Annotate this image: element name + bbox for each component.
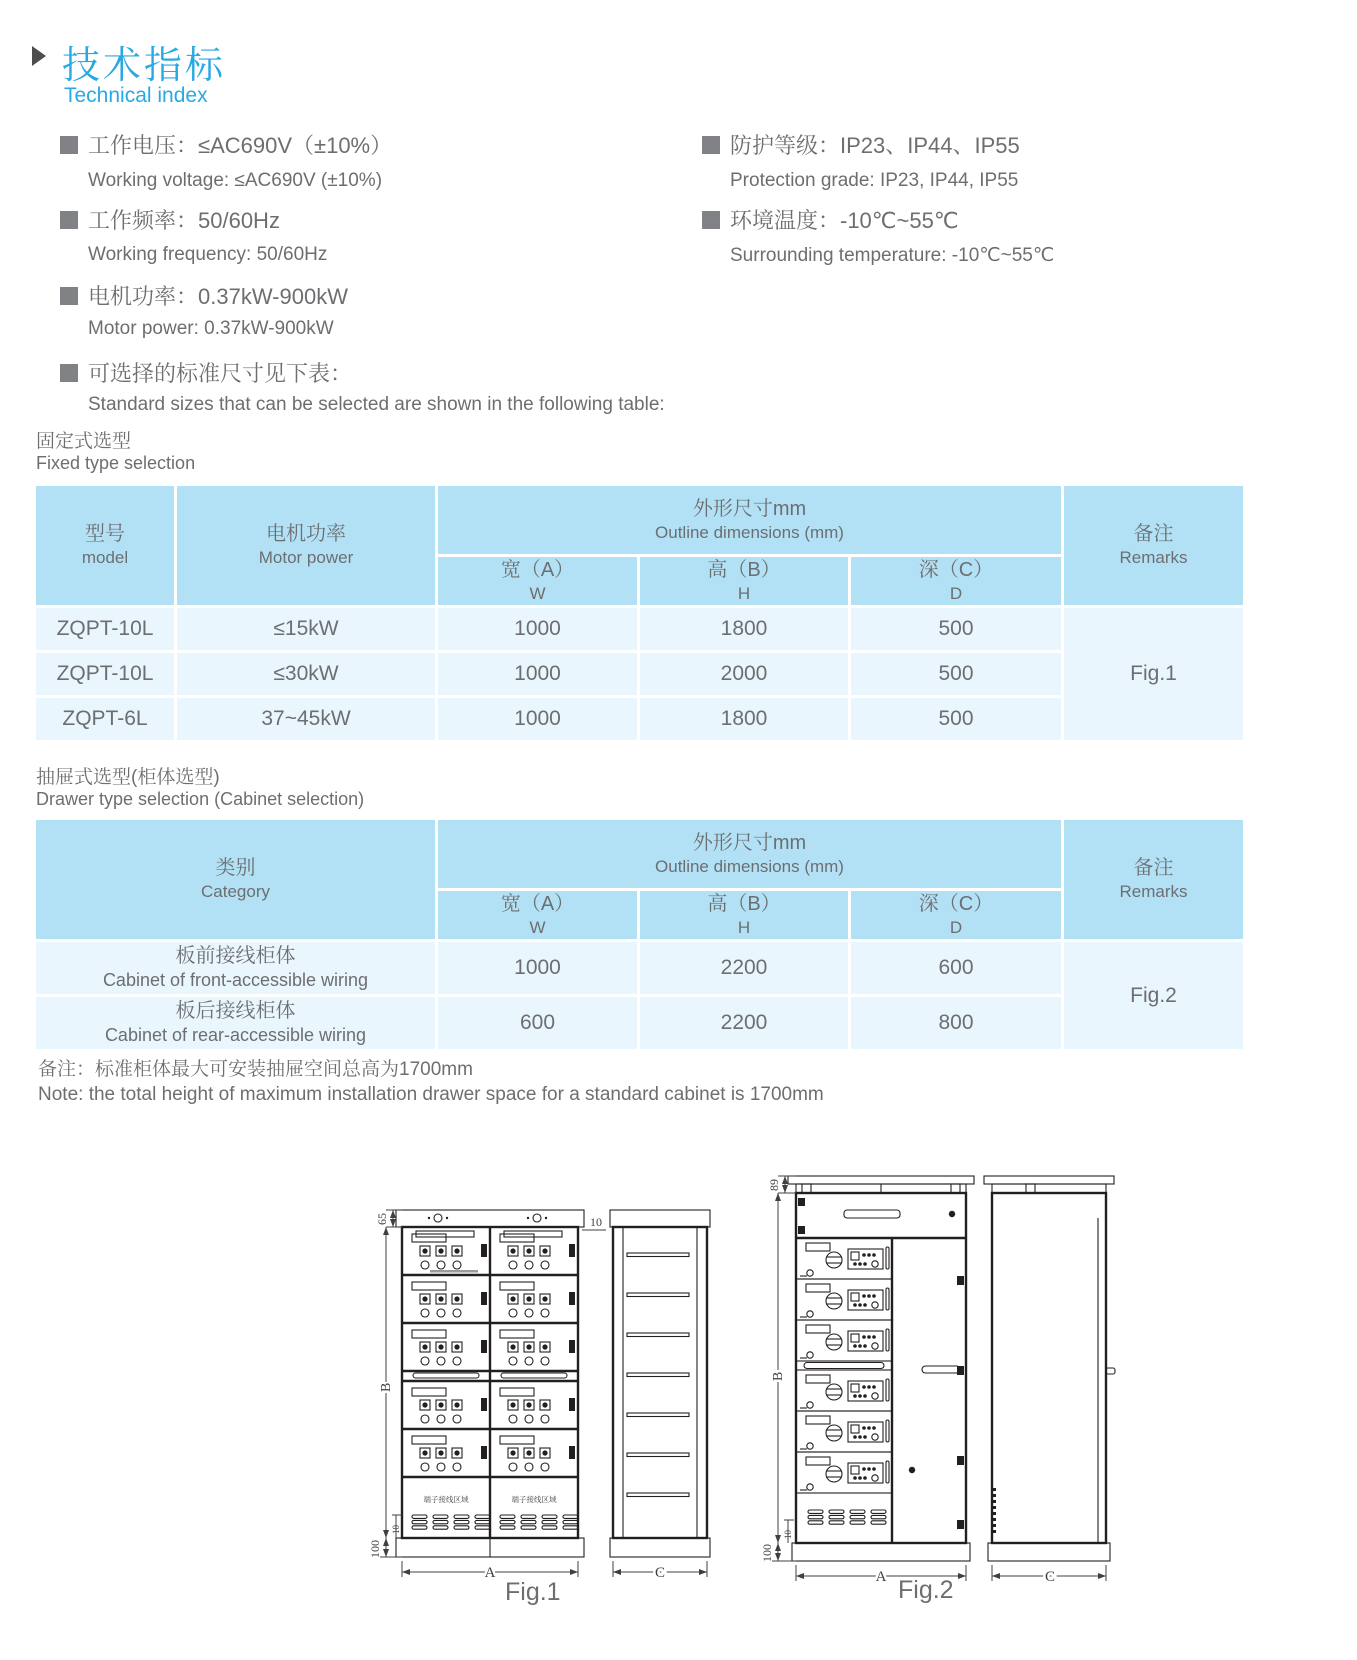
fig1-side-view xyxy=(610,1210,710,1557)
cell-height: 2200 xyxy=(640,997,848,1049)
drawer-type-label-cn: 抽屉式选型(柜体选型) xyxy=(36,767,220,788)
square-bullet-icon xyxy=(60,364,78,382)
col-header-depth-en: D xyxy=(949,583,963,603)
drawer-type-label-en: Drawer type selection (Cabinet selection) xyxy=(36,789,365,809)
fig1-dim-gap: 10 xyxy=(590,1215,602,1229)
col-header-remarks-cn: 备注 xyxy=(1133,857,1174,880)
fig1-dim-top: 65 xyxy=(375,1213,389,1225)
fig2-dim-height: B xyxy=(771,1371,786,1381)
col-header-category xyxy=(36,820,435,939)
fig1-dim-depth: C xyxy=(654,1565,666,1581)
col-header-remarks xyxy=(1064,486,1243,605)
spec-working-frequency-en: Working frequency: 50/60Hz xyxy=(88,244,328,265)
col-header-depth-cn: 深（C） xyxy=(918,558,994,581)
spec-working-voltage-en: Working voltage: ≤AC690V (±10%) xyxy=(88,170,383,191)
fixed-type-table xyxy=(36,486,1243,740)
col-header-model-en: model xyxy=(81,548,129,568)
col-header-outline-dimensions-cn: 外形尺寸mm xyxy=(692,497,807,520)
col-header-motor-power-en: Motor power xyxy=(258,548,354,568)
cell-category-en: Cabinet of rear-accessible wiring xyxy=(104,1025,367,1046)
square-bullet-icon xyxy=(60,136,78,154)
square-bullet-icon xyxy=(60,287,78,305)
spec-motor-power-en: Motor power: 0.37kW-900kW xyxy=(88,318,334,339)
fig2-side-view xyxy=(984,1176,1115,1561)
fig2-front-view xyxy=(788,1176,974,1561)
cell-depth: 800 xyxy=(851,997,1061,1049)
cell-remark-fig2: Fig.2 xyxy=(1064,942,1243,1049)
cell-height: 2000 xyxy=(640,653,848,695)
col-header-outline-dimensions-cn: 外形尺寸mm xyxy=(692,831,807,854)
cell-category-rear-wiring xyxy=(36,997,435,1049)
spec-surrounding-temperature-cn: 环境温度：-10℃~55℃ xyxy=(702,204,959,235)
cell-remark-fig1: Fig.1 xyxy=(1064,608,1243,740)
col-header-width xyxy=(438,891,637,939)
col-header-remarks-en: Remarks xyxy=(1119,548,1188,568)
cell-depth: 500 xyxy=(851,698,1061,740)
col-header-depth xyxy=(851,557,1061,605)
fig1-dim-base: 100 xyxy=(368,1540,382,1558)
col-header-remarks-en: Remarks xyxy=(1119,882,1188,902)
fig1-dim-height: B xyxy=(379,1382,394,1392)
col-header-height xyxy=(640,557,848,605)
col-header-remarks xyxy=(1064,820,1243,939)
col-header-height-cn: 高（B） xyxy=(707,558,781,581)
col-header-height-en: H xyxy=(737,917,751,937)
col-header-width-cn: 宽（A） xyxy=(500,558,575,581)
spec-protection-grade-cn: 防护等级：IP23、IP44、IP55 xyxy=(702,129,1020,160)
col-header-depth xyxy=(851,891,1061,939)
page-subtitle: Technical index xyxy=(64,84,208,107)
col-header-width-en: W xyxy=(529,917,546,937)
col-header-outline-dimensions-en: Outline dimensions (mm) xyxy=(655,522,844,542)
spec-working-frequency-cn: 工作频率：50/60Hz xyxy=(60,204,280,235)
table-row: ZQPT-6L xyxy=(36,698,174,740)
square-bullet-icon xyxy=(702,136,720,154)
cell-depth: 500 xyxy=(851,653,1061,695)
fixed-type-label-cn: 固定式选型 xyxy=(36,431,132,452)
cell-height: 1800 xyxy=(640,608,848,650)
col-header-depth-en: D xyxy=(949,917,963,937)
fig1-dim-width: A xyxy=(484,1565,496,1581)
page-title: 技术指标 xyxy=(62,45,227,87)
table-row: ZQPT-10L xyxy=(36,653,174,695)
col-header-model-cn: 型号 xyxy=(85,523,125,546)
cell-category-en: Cabinet of front-accessible wiring xyxy=(102,970,369,991)
col-header-category-en: Category xyxy=(201,882,270,902)
cell-category-cn: 板前接线柜体 xyxy=(175,945,296,968)
cell-height: 1800 xyxy=(640,698,848,740)
col-header-motor-power xyxy=(177,486,435,605)
cell-power: ≤30kW xyxy=(177,653,435,695)
cell-width: 1000 xyxy=(438,698,637,740)
cell-width: 1000 xyxy=(438,942,637,994)
cell-power: ≤15kW xyxy=(177,608,435,650)
cell-power: 37~45kW xyxy=(177,698,435,740)
col-header-height-cn: 高（B） xyxy=(707,892,781,915)
fig1-dim-inner: 10 xyxy=(391,1525,401,1534)
cell-width: 1000 xyxy=(438,653,637,695)
col-header-height-en: H xyxy=(737,583,751,603)
fixed-type-label-en: Fixed type selection xyxy=(36,453,196,473)
col-header-motor-power-cn: 电机功率 xyxy=(266,523,346,546)
fig1-front-view xyxy=(396,1210,584,1557)
cell-depth: 500 xyxy=(851,608,1061,650)
fig1-caption: Fig.1 xyxy=(505,1578,561,1606)
fig2-dim-top: 89 xyxy=(767,1179,781,1191)
col-header-height xyxy=(640,891,848,939)
col-header-depth-cn: 深（C） xyxy=(918,892,994,915)
spec-working-voltage-cn: 工作电压：≤AC690V（±10%） xyxy=(60,129,392,160)
col-header-outline-dimensions-en: Outline dimensions (mm) xyxy=(655,856,844,876)
spec-standard-sizes-en: Standard sizes that can be selected are shown in the following table: xyxy=(88,394,665,415)
fig2-drawing xyxy=(726,1158,1130,1598)
note-en: Note: the total height of maximum installation drawer space for a standard cabinet is 1700mm xyxy=(38,1084,824,1105)
col-header-model xyxy=(36,486,174,605)
fig2-dim-inner: 10 xyxy=(783,1530,793,1539)
col-header-width xyxy=(438,557,637,605)
col-header-category-cn: 类别 xyxy=(215,857,256,880)
note-cn: 备注：标准柜体最大可安装抽屉空间总高为1700mm xyxy=(38,1059,473,1080)
cell-width: 600 xyxy=(438,997,637,1049)
col-header-remarks-cn: 备注 xyxy=(1133,523,1174,546)
col-header-outline-dimensions xyxy=(438,486,1061,554)
drawer-type-table xyxy=(36,820,1243,1049)
fig1-terminal-area-label: 端子接线区域 xyxy=(423,1495,469,1504)
cell-category-cn: 板后接线柜体 xyxy=(175,1000,296,1023)
cell-height: 2200 xyxy=(640,942,848,994)
spec-standard-sizes-cn: 可选择的标准尺寸见下表： xyxy=(60,357,352,388)
spec-protection-grade-en: Protection grade: IP23, IP44, IP55 xyxy=(730,170,1019,191)
fig2-caption: Fig.2 xyxy=(898,1576,954,1604)
cell-depth: 600 xyxy=(851,942,1061,994)
col-header-outline-dimensions xyxy=(438,820,1061,888)
cell-category-front-wiring xyxy=(36,942,435,994)
square-bullet-icon xyxy=(60,211,78,229)
fig2-dim-depth: C xyxy=(1044,1569,1056,1585)
section-arrow-icon xyxy=(32,46,46,66)
fig2-dim-width: A xyxy=(875,1569,887,1585)
col-header-width-en: W xyxy=(529,583,546,603)
col-header-width-cn: 宽（A） xyxy=(500,892,575,915)
spec-surrounding-temperature-en: Surrounding temperature: -10℃~55℃ xyxy=(730,245,1055,266)
square-bullet-icon xyxy=(702,211,720,229)
fig2-dim-base: 100 xyxy=(760,1544,774,1562)
fig1-terminal-area-label: 端子接线区域 xyxy=(511,1495,557,1504)
cell-width: 1000 xyxy=(438,608,637,650)
table-row: ZQPT-10L xyxy=(36,608,174,650)
spec-motor-power-cn: 电机功率：0.37kW-900kW xyxy=(60,280,348,311)
fig1-drawing xyxy=(330,1185,725,1610)
